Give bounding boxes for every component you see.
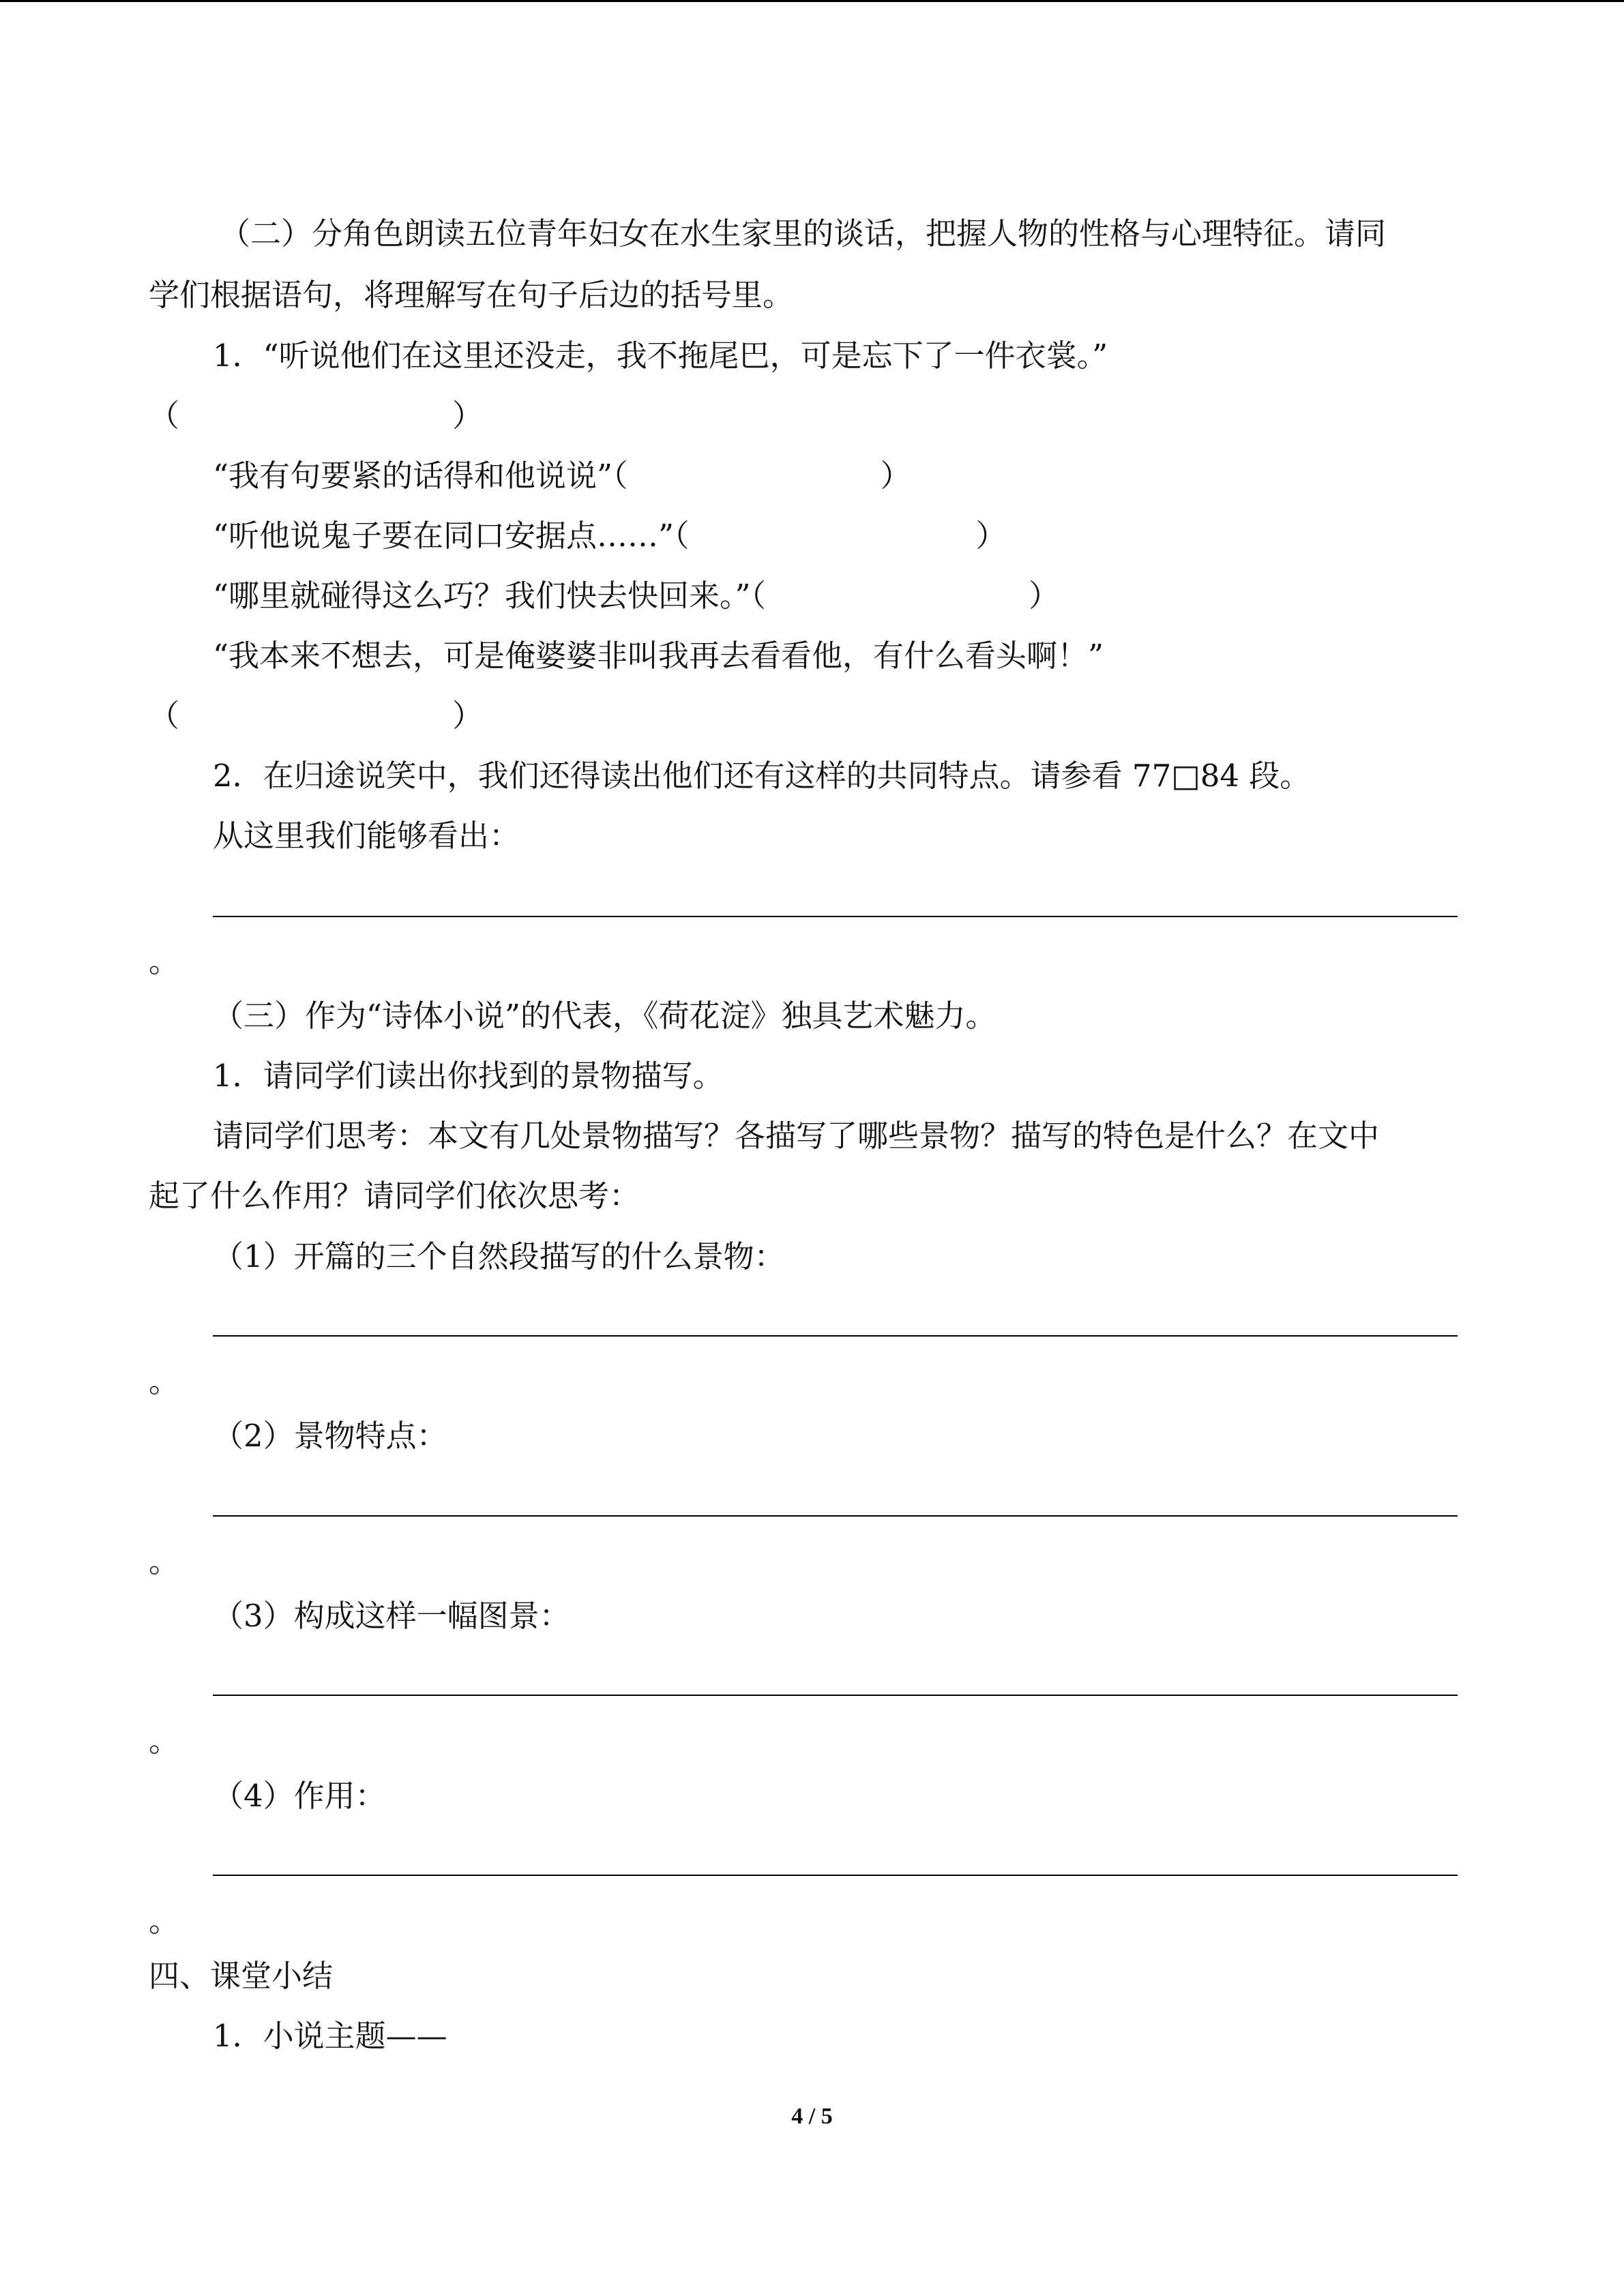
period-mark: 。: [149, 1903, 180, 1939]
page-number: 4 / 5: [791, 2104, 833, 2129]
bracket-close: ）: [452, 398, 484, 434]
bracket-close: ）: [1029, 578, 1060, 614]
quote-2-line: [213, 457, 911, 495]
sub-question-2: （2）景物特点：: [213, 1418, 447, 1454]
answer-line[interactable]: [213, 1875, 1458, 1876]
period-mark: 。: [149, 1363, 180, 1399]
question-2-text: 2．在归途说笑中，我们还得读出他们还有这样的共同特点。请参看 77□84 段。: [213, 758, 1311, 794]
bracket-close: ）: [452, 698, 484, 734]
bracket-open: （: [149, 698, 180, 734]
section-two-intro-line2: 学们根据语句，将理解写在句子后边的括号里。: [149, 277, 794, 313]
quote-4-text: “哪里就碰得这么巧？我们快去快回来。”（: [213, 578, 767, 614]
sub-question-4: （4）作用：: [213, 1778, 386, 1814]
bracket-close: ）: [880, 458, 911, 494]
period-mark: 。: [149, 1543, 180, 1579]
question-2-lead: 从这里我们能够看出：: [213, 818, 520, 854]
answer-line[interactable]: [213, 1695, 1458, 1696]
think-line1: 请同学们思考：本文有几处景物描写？各描写了哪些景物？描写的特色是什么？在文中: [213, 1118, 1380, 1154]
section-three-q1: 1．请同学们读出你找到的景物描写。: [213, 1058, 724, 1094]
section-two-intro-line1: （二）分角色朗读五位青年妇女在水生家里的谈话，把握人物的性格与心理特征。请同: [220, 215, 1387, 252]
quote-5-text: “我本来不想去，可是俺婆婆非叫我再去看看他，有什么看头啊！”: [213, 638, 1104, 674]
top-border-line: [0, 0, 1624, 2]
period-mark: 。: [149, 1723, 180, 1759]
bracket-close: ）: [975, 518, 1007, 554]
sub-question-1: （1）开篇的三个自然段描写的什么景物：: [213, 1238, 785, 1274]
answer-line[interactable]: [213, 916, 1458, 917]
sub-question-3: （3）构成这样一幅图景：: [213, 1598, 570, 1634]
think-line2: 起了什么作用？请同学们依次思考：: [149, 1178, 640, 1214]
section-three-intro: （三）作为“诗体小说”的代表，《荷花淀》独具艺术魅力。: [213, 998, 996, 1034]
answer-line[interactable]: [213, 1515, 1458, 1517]
section-four-heading: 四、课堂小结: [149, 1958, 334, 1994]
quote-2-text: “我有句要紧的话得和他说说”（: [213, 458, 628, 494]
quote-5-answer-blank[interactable]: [149, 697, 483, 735]
period-mark: 。: [149, 943, 180, 979]
answer-line[interactable]: [213, 1335, 1458, 1337]
quote-3-line: [213, 517, 1007, 555]
bracket-open: （: [149, 398, 180, 434]
quote-3-text: “听他说鬼子要在同口安据点……”（: [213, 518, 690, 554]
q1-answer-blank[interactable]: [149, 397, 483, 435]
question-1-quote: 1．“听说他们在这里还没走，我不拖尾巴，可是忘下了一件衣裳。”: [213, 338, 1108, 374]
quote-4-line: [213, 577, 1059, 615]
summary-item-1: 1．小说主题——: [213, 2018, 447, 2054]
